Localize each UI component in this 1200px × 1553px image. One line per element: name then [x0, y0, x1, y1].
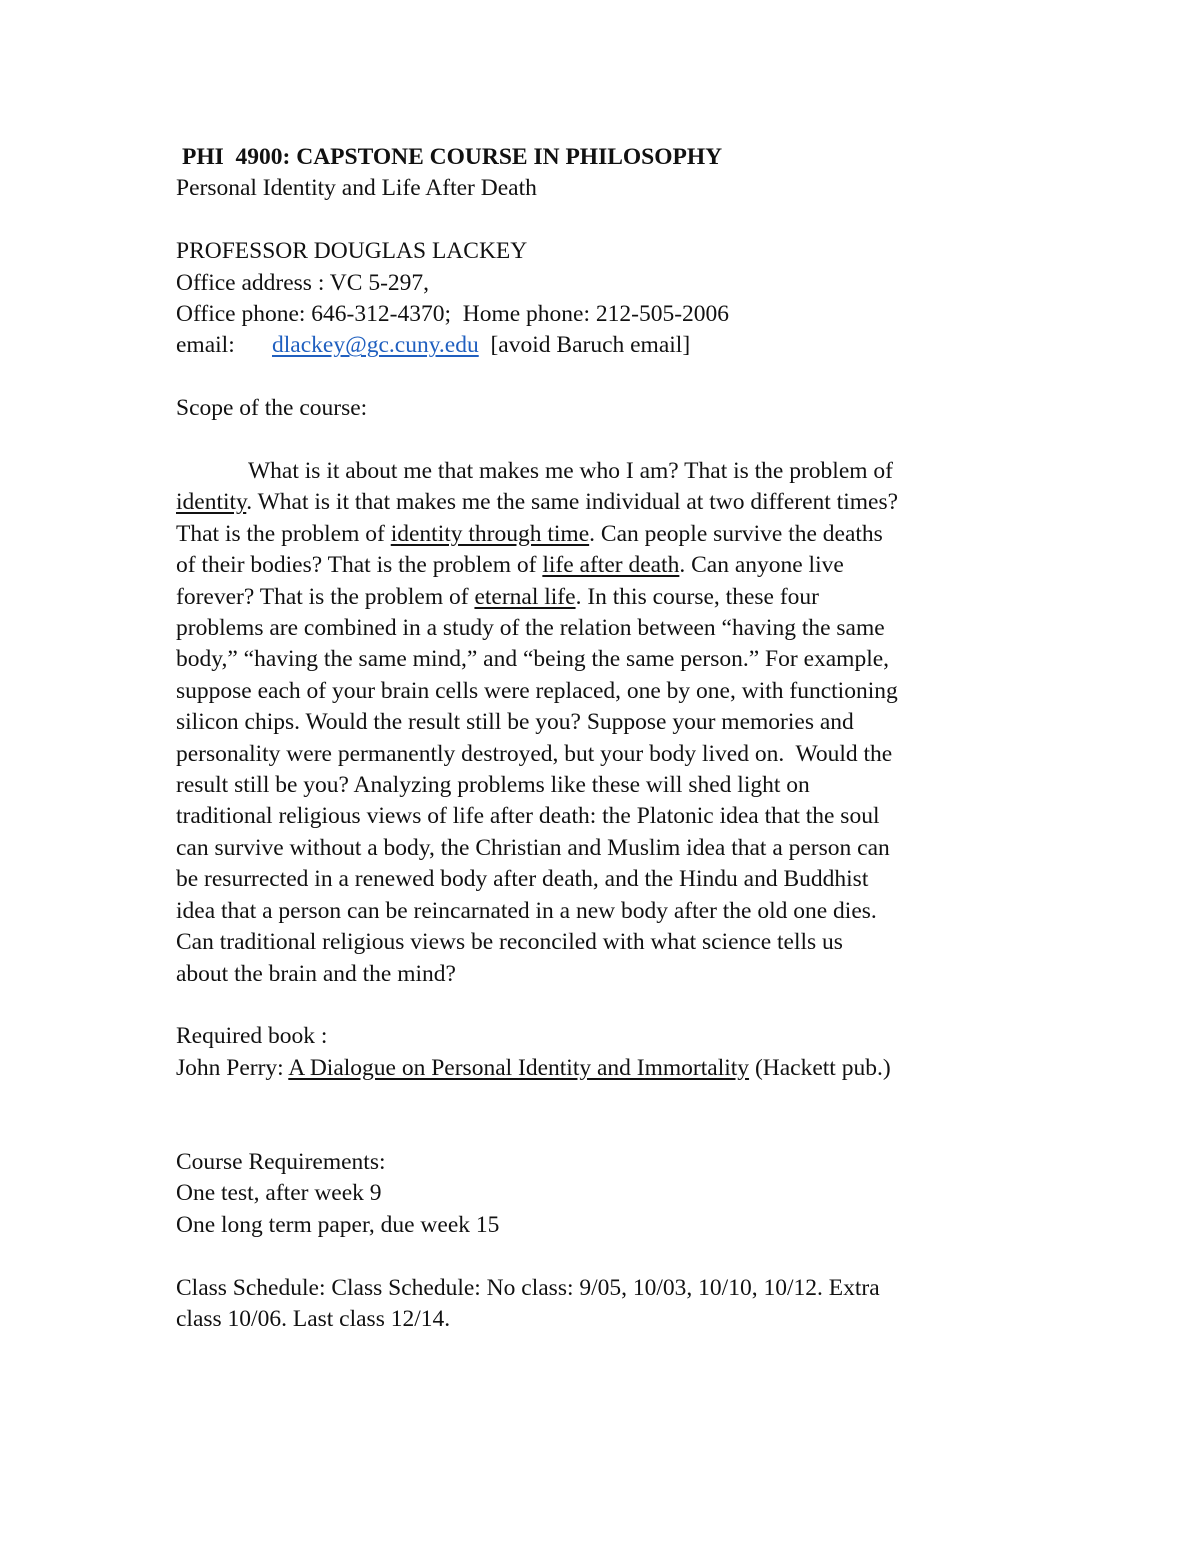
scope-line: [176, 550, 1056, 581]
book-publisher: (Hackett pub.): [749, 1054, 891, 1081]
spacer: [176, 205, 1056, 236]
book-author: John Perry:: [176, 1054, 289, 1081]
scope-text: . In this course, these four: [575, 583, 819, 610]
requirement-item: One test, after week 9: [176, 1180, 382, 1207]
scope-line: [176, 927, 1056, 958]
scope-line: [176, 833, 1056, 864]
scope-text: can survive without a body, the Christian and Muslim idea that a person can: [176, 834, 890, 861]
book-citation: [176, 1053, 1056, 1084]
scope-heading: Scope of the course:: [176, 395, 368, 422]
scope-line: [176, 582, 1056, 613]
spacer: [176, 990, 1056, 1021]
scope-text: traditional religious views of life after death: the Platonic idea that the soul: [176, 803, 880, 830]
scope-line: [176, 739, 1056, 770]
scope-text: idea that a person can be reincarnated in a new body after the old one dies.: [176, 897, 877, 924]
scope-text: about the brain and the mind?: [176, 960, 456, 987]
scope-line: [176, 613, 1056, 644]
email-label: email:: [176, 332, 235, 359]
spacer: [176, 362, 1056, 393]
scope-text: Can traditional religious views be reconciled with what science tells us: [176, 929, 843, 956]
email-note: [avoid Baruch email]: [490, 332, 691, 359]
spacer: [176, 1241, 1056, 1272]
book-title: A Dialogue on Personal Identity and Immortality: [288, 1054, 750, 1081]
office-address: Office address : VC 5-297,: [176, 269, 430, 296]
scope-text: silicon chips. Would the result still be you? Suppose your memories and: [176, 709, 854, 736]
scope-line: [176, 801, 1056, 832]
scope-text: . What is it that makes me the same individual at two different times?: [246, 489, 899, 516]
book-heading: Required book :: [176, 1023, 328, 1050]
spacer: [176, 1084, 1056, 1115]
spacer: [176, 1116, 1056, 1147]
scope-text: be resurrected in a renewed body after death, and the Hindu and Buddhist: [176, 866, 869, 893]
scope-line: [176, 519, 1056, 550]
underlined-term: eternal life: [474, 583, 576, 610]
phone-numbers: Office phone: 646-312-4370; Home phone: 212-505-2006: [176, 301, 730, 328]
scope-line: [176, 896, 1056, 927]
underlined-term: life after death: [542, 552, 680, 579]
underlined-term: identity: [176, 489, 247, 516]
scope-line: [176, 676, 1056, 707]
syllabus-page: [176, 142, 1056, 1335]
scope-text: What is it about me that makes me who I am? That is the problem of: [248, 458, 893, 485]
spacer: [176, 425, 1056, 456]
scope-line: [176, 864, 1056, 895]
professor-name: PROFESSOR DOUGLAS LACKEY: [176, 238, 528, 265]
scope-line: [176, 644, 1056, 675]
course-title: PHI 4900: CAPSTONE COURSE IN PHILOSOPHY: [182, 144, 723, 170]
scope-text: personality were permanently destroyed, but your body lived on. Would the: [176, 740, 893, 767]
email-row: [176, 330, 1056, 361]
schedule-line: Class Schedule: Class Schedule: No class: 9/05, 10/03, 10/10, 10/12. Extra: [176, 1274, 880, 1301]
scope-line: [176, 959, 1056, 990]
scope-line: [176, 770, 1056, 801]
scope-text: forever? That is the problem of: [176, 583, 475, 610]
scope-text: . Can anyone live: [679, 552, 844, 579]
scope-text: of their bodies? That is the problem of: [176, 552, 543, 579]
requirement-item: One long term paper, due week 15: [176, 1211, 500, 1238]
scope-text: . Can people survive the deaths: [589, 520, 883, 547]
scope-line: [176, 456, 1056, 487]
email-link[interactable]: dlackey@gc.cuny.edu: [272, 332, 479, 359]
requirements-heading: Course Requirements:: [176, 1148, 386, 1175]
scope-line: [176, 707, 1056, 738]
schedule-line: class 10/06. Last class 12/14.: [176, 1305, 451, 1332]
scope-text: problems are combined in a study of the relation between “having the same: [176, 615, 885, 642]
underlined-term: identity through time: [390, 520, 590, 547]
scope-text: body,” “having the same mind,” and “being the same person.” For example,: [176, 646, 890, 673]
scope-line: [176, 487, 1056, 518]
scope-text: suppose each of your brain cells were replaced, one by one, with functioning: [176, 677, 898, 704]
scope-text: result still be you? Analyzing problems like these will shed light on: [176, 772, 810, 799]
scope-text: That is the problem of: [176, 520, 391, 547]
course-subtitle: Personal Identity and Life After Death: [176, 175, 537, 202]
scope-paragraph: [176, 456, 1056, 990]
